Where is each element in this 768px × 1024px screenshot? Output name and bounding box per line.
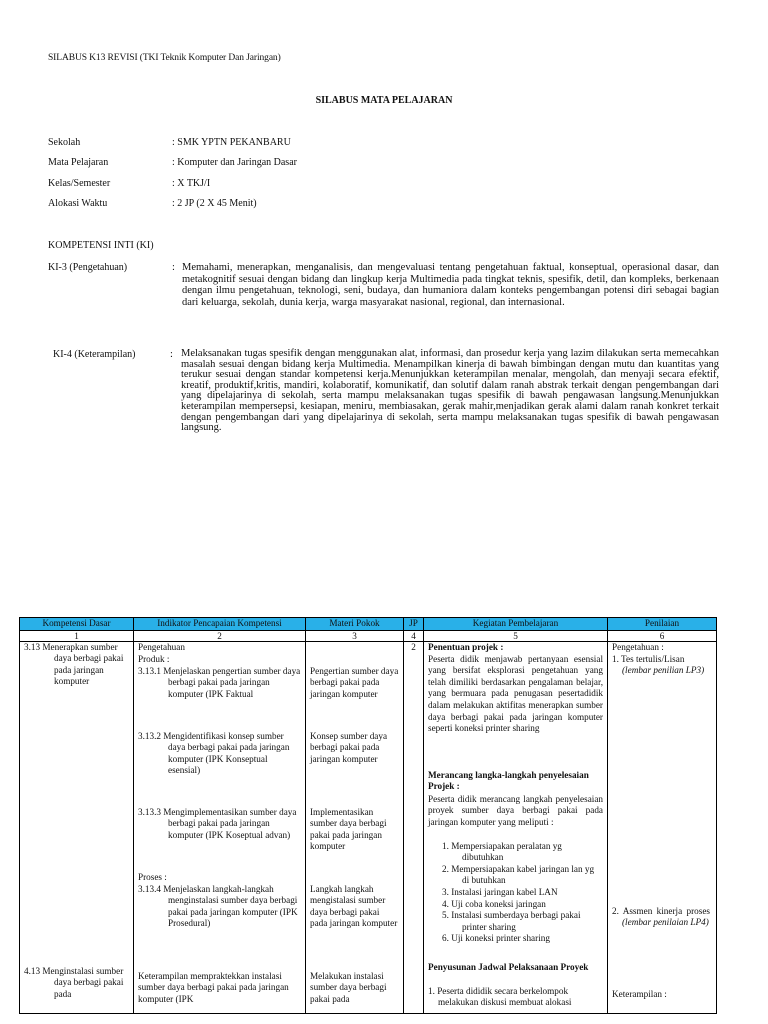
ki4-colon: : [170,349,173,360]
materi-1: Pengertian sumber daya berbagi pakai pada jaringan komputer [310,665,399,699]
ki3-colon: : [172,262,175,273]
kegiatan-heading-penentuan: Penentuan projek : [428,641,504,652]
penilaian-asesmen-note: (lembar penilaian LP4) [622,917,709,928]
list-item: 2. Mempersiapakan kabel jaringan lan yg di butuhkan [442,863,595,886]
document-header: SILABUS K13 REVISI (TKI Teknik Komputer Dan Jaringan) [48,53,281,63]
identity-label: Alokasi Waktu [48,198,108,209]
ki-heading: KOMPETENSI INTI (KI) [48,240,154,251]
page-title: SILABUS MATA PELAJARAN [315,95,453,106]
materi-3: Implementasikan sumber daya berbagi pakai pada jaringan komputer [310,806,387,852]
kegiatan-heading-jadwal: Penyusunan Jadwal Pelaksanaan Proyek [428,961,589,972]
ipk-pengetahuan: Pengetahuan [138,641,185,652]
ipk-keterampilan: Keterampilan mempraktekkan instalasi sumber daya berbagi pakai pada jaringan komputer (IPK [138,970,289,1004]
ipk-3-13-4: 3.13.4 Menjelaskan langkah-langkah menginstalasi sumber daya berbagi pakai pada jaringan komputer (IPK Prosedural) [138,883,298,929]
materi-2: Konsep sumber daya berbagi pakai pada jaringan komputer [310,730,388,764]
penilaian-pengetahuan: Pengetahuan : [612,641,664,652]
identity-label: Sekolah [48,137,81,148]
table-row [20,641,717,1013]
table-number-row [20,630,717,641]
penilaian-tes-note: (lembar penilian LP3) [622,665,705,676]
list-item: 6. Uji koneksi printer sharing [442,933,550,944]
ipk-proses: Proses : [138,871,167,882]
header-jp: JP [404,618,424,631]
header-kompetensi-dasar: Kompetensi Dasar [20,618,134,631]
ki3-label: KI-3 (Pengetahuan) [48,262,128,273]
identity-value: : SMK YPTN PEKANBARU [172,137,291,148]
header-kegiatan: Kegiatan Pembelajaran [424,618,608,631]
list-item: 3. Instalasi jaringan kabel LAN [442,886,558,897]
identity-label: Kelas/Semester [48,178,111,189]
table-header-row [20,618,717,631]
col-number: 6 [608,630,717,641]
col-number: 5 [424,630,608,641]
col-number: 3 [306,630,404,641]
materi-5: Melakukan instalasi sumber daya berbagi pakai pada [310,970,387,1004]
penilaian-tes-label: 1. Tes tertulis/Lisan [612,653,685,664]
kegiatan-paragraph-1: Peserta didik menjawab pertanyaan esensial yang bersifat eksplorasi pengetahuan yang telah dimiliki berdasarkan pengalaman belajar, yang bermuara pada penugasan pesertadidik dalam melakukan aktifitas menerapkan sumber daya berbagi pakai pada jaringan komputer seperti koneksi printer sharing [428,653,603,734]
kegiatan-heading-merancang: Merancang langka-langkah penyelesaian Projek : [428,769,589,792]
col-number: 4 [404,630,424,641]
penilaian-asesmen-label: 2. Assmen kinerja proses [612,905,710,916]
kegiatan-steps [442,841,603,945]
kd-cell [20,641,134,1013]
header-indikator: Indikator Pencapaian Kompetensi [134,618,306,631]
identity-value: : 2 JP (2 X 45 Menit) [172,198,257,209]
syllabus-table [19,617,717,1014]
kd-3-13: 3.13 Menerapkan sumber daya berbagi pakai pada jaringan komputer [24,641,124,687]
col-number: 2 [134,630,306,641]
kd-4-13: 4.13 Menginstalasi sumber daya berbagi pakai pada [24,965,124,999]
identity-value: : X TKJ/I [172,178,211,189]
list-item: 4. Uji coba koneksi jaringan [442,898,546,909]
ipk-3-13-3: 3.13.3 Mengimplementasikan sumber daya berbagi pakai pada jaringan komputer (IPK Koseptual advan) [138,806,297,840]
penilaian-tes [612,654,706,677]
identity-value: : Komputer dan Jaringan Dasar [172,157,297,168]
penilaian-asesmen [612,906,710,929]
kegiatan-cell [424,641,608,1013]
jp-cell: 2 [404,641,424,1013]
list-item: 5. Instalasi sumberdaya berbagi pakai printer sharing [442,910,581,932]
ki4-label: KI-4 (Keterampilan) [53,349,136,360]
kegiatan-paragraph-2: Peserta didik merancang langkah penyelesaian proyek sumber daya berbagi pakai pada jaringan komputer yang meliputi : [428,793,603,827]
ipk-3-13-1: 3.13.1 Menjelaskan pengertian sumber daya berbagi pakai pada jaringan komputer (IPK Faktual [138,665,301,699]
ki4-text: Melaksanakan tugas spesifik dengan menggunakan alat, informasi, dan prosedur kerja yang lazim dilakukan serta memecahkan masalah sesuai dengan bidang kerja Multimedia. Menampilkan kinerja di bawah bimbingan dengan mutu dan kuantitas yang terukur sesuai dengan standar kompetensi kerja.Menunjukkan keterampilan menalar, mengolah, dan menyaji secara efektif, kreatif, produktif,kritis, mandiri, kolaboratif, komunikatif, dan solutif dalam ranah abstrak terkait dengan pengembangan dari yang dipelajarinya di sekolah, serta mampu melaksanakan tugas spesifik di bawah pengawasan langsung.Menunjukkan keterampilan mempersepsi, kesiapan, meniru, membiasakan, gerak mahir,menjadikan gerak alami dalam ranah konkret terkait dengan pengembangan dari yang dipelajarinya di sekolah, serta mampu melaksanakan tugas spesifik di bawah pengawasan langsung. [181,348,719,434]
header-materi-pokok: Materi Pokok [306,618,404,631]
identity-label: Mata Pelajaran [48,157,109,168]
ki3-text: Memahami, menerapkan, menganalisis, dan mengevaluasi tentang pengetahuan faktual, konseptual, operasional dasar, dan metakognitif sesuai dengan bidang dan lingkup kerja Multimedia pada tingkat teknis, spesifik, detil, dan kompleks, berkenaan dengan ilmu pengetahuan, teknologi, seni, budaya, dan humaniora dalam konteks pengembangan potensi diri sebagai bagian dari keluarga, sekolah, dunia kerja, warga masyarakat nasional, regional, dan internasional. [182,262,719,309]
materi-cell [306,641,404,1013]
list-item: 1. Mempersiapakan peralatan yg dibutuhkan [442,840,562,863]
ipk-produk: Produk : [138,653,170,664]
penilaian-cell [608,641,717,1013]
materi-4: Langkah langkah mengistalasi sumber daya berbagi pakai pada jaringan komputer [310,883,398,929]
ipk-3-13-2: 3.13.2 Mengidentifikasi konsep sumber daya berbagi pakai pada jaringan komputer (IPK Konseptual esensial) [138,730,290,776]
header-penilaian: Penilaian [608,618,717,631]
penilaian-keterampilan: Keterampilan : [612,988,667,999]
kegiatan-paragraph-3: 1. Peserta dididik secara berkelompok melakukan diskusi membuat alokasi [428,985,572,1008]
col-number: 1 [20,630,134,641]
ipk-cell [134,641,306,1013]
